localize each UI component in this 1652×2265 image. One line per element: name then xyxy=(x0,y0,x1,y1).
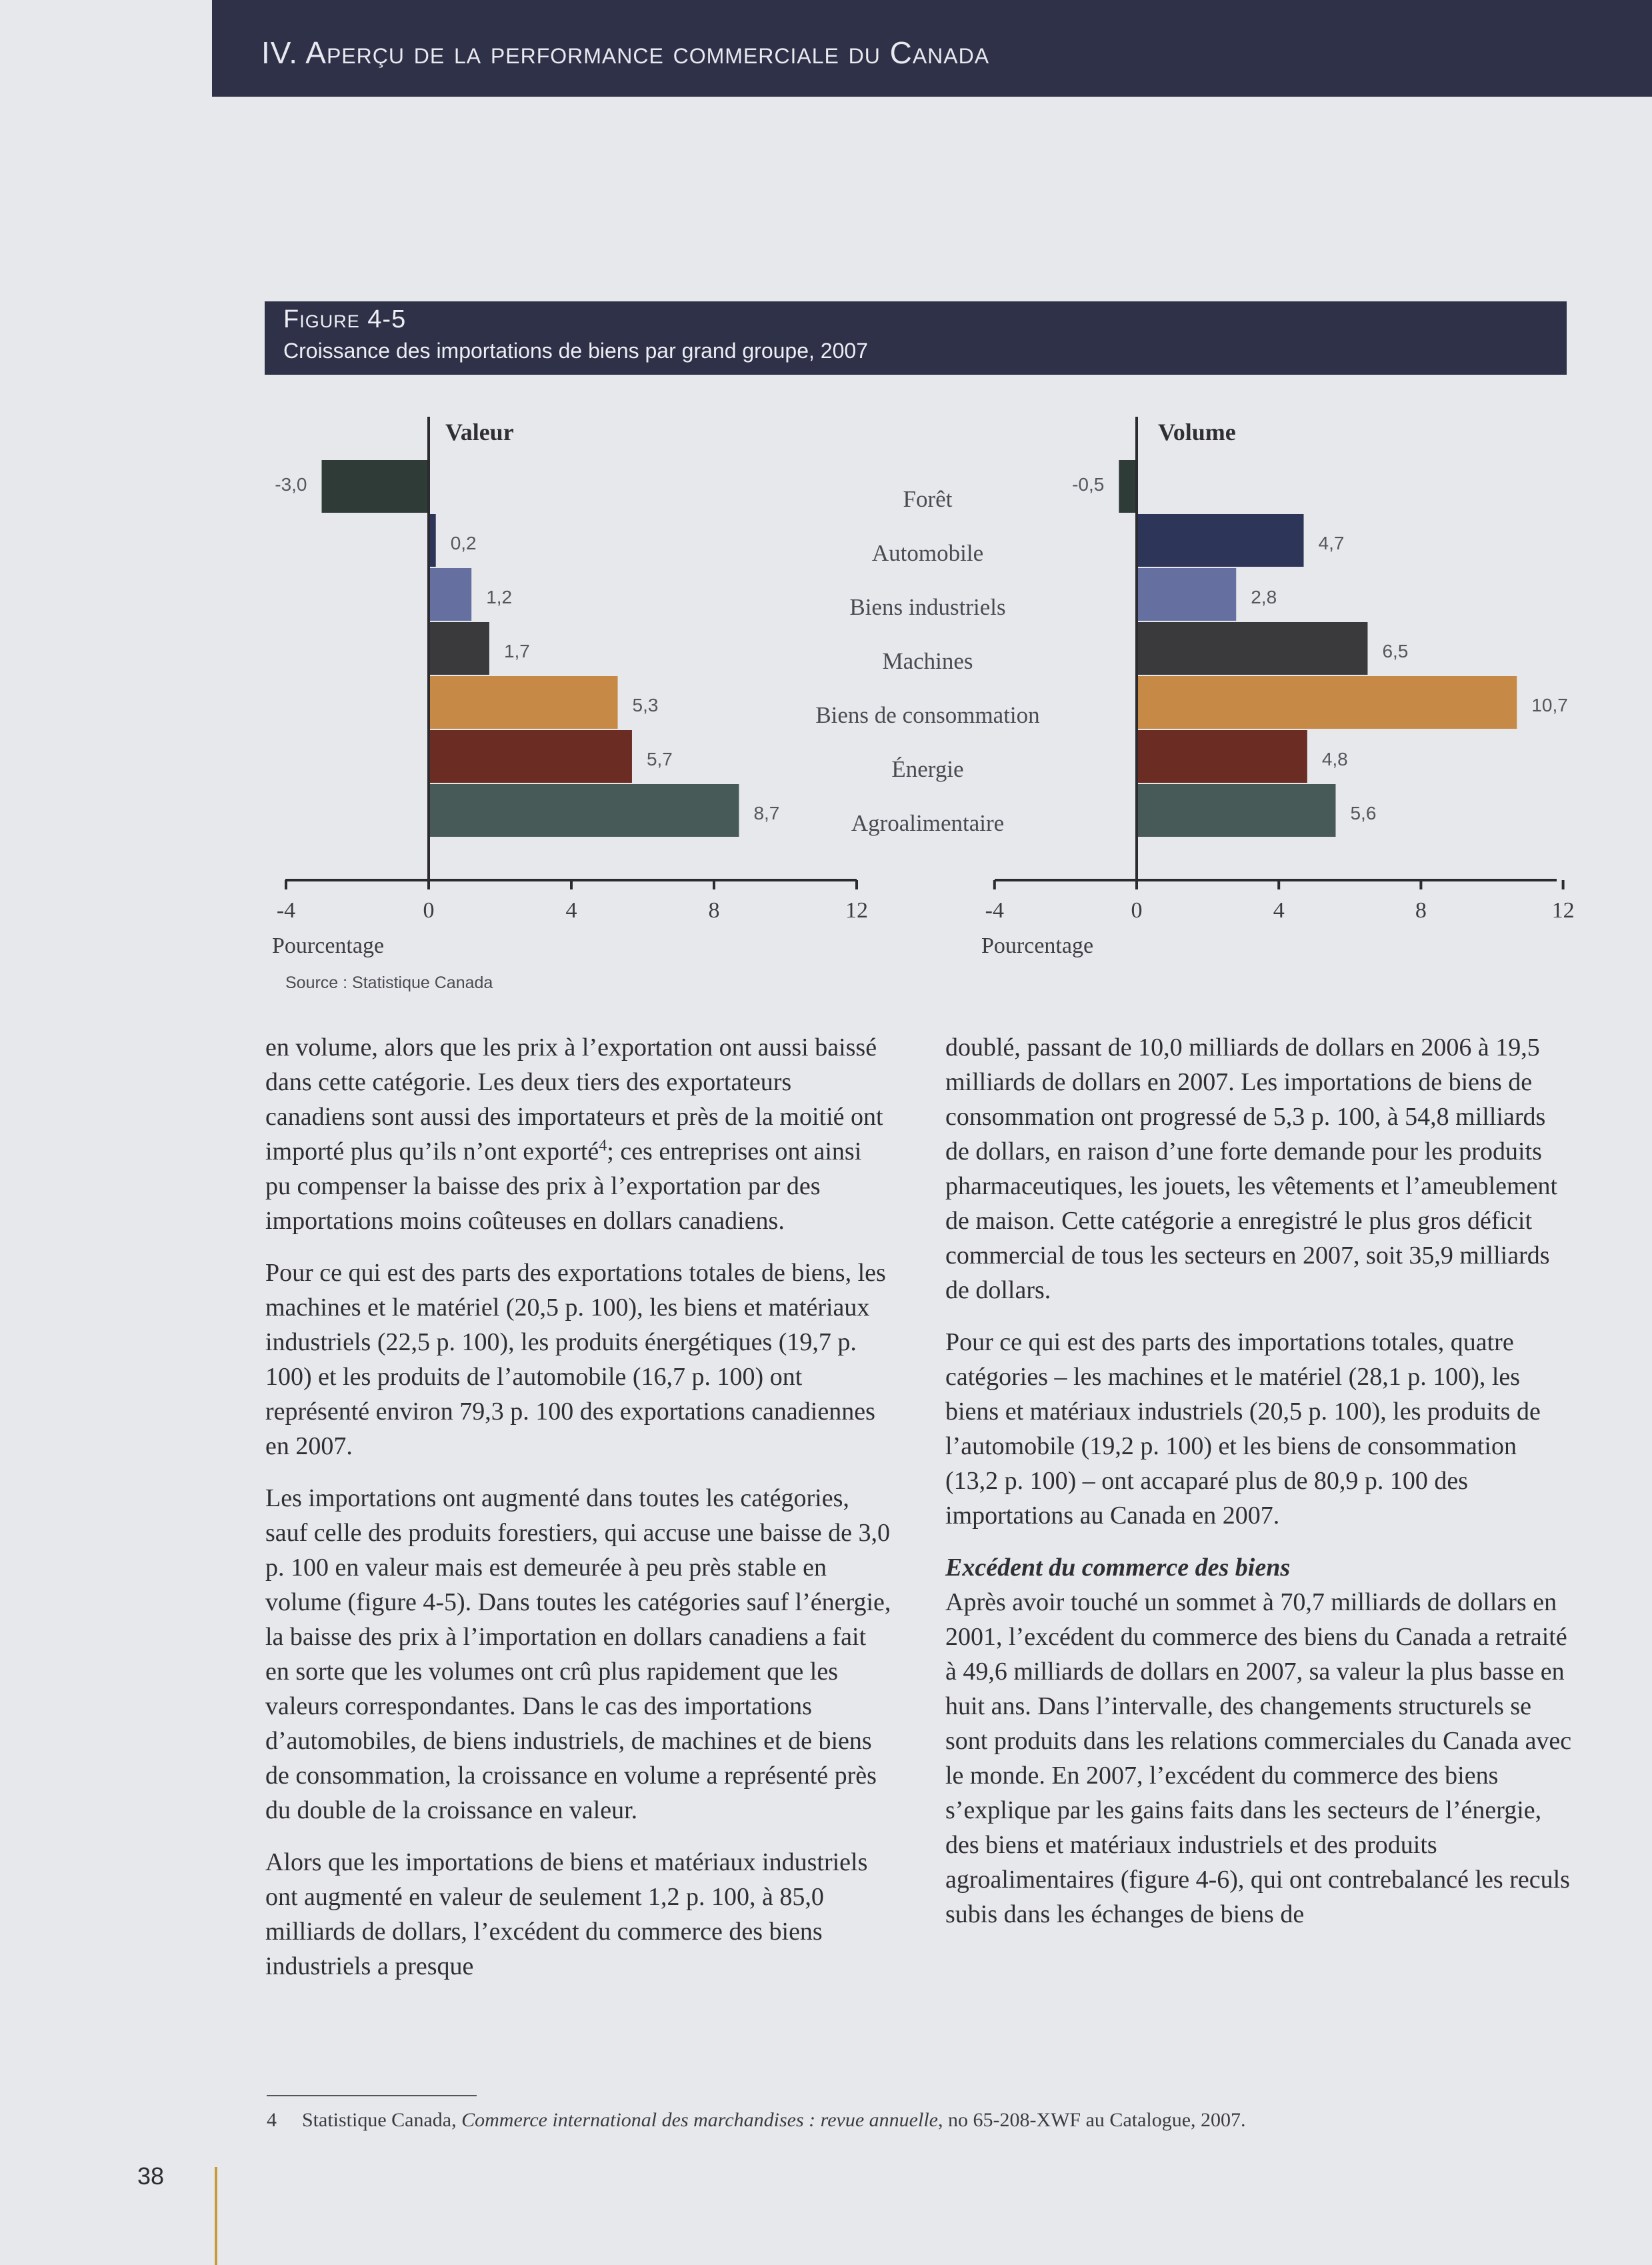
footnote-ref: 4 xyxy=(599,1137,607,1155)
body-column-left xyxy=(265,1030,892,2001)
category-label: Agroalimentaire xyxy=(851,810,1005,836)
footnote: 4 Statistique Canada, Commerce international des marchandises : revue annuelle, no 65-208-XWF au Catalogue, 2007. xyxy=(267,2109,1246,2131)
panel-title: Volume xyxy=(1158,419,1236,445)
value-label: 8,7 xyxy=(753,803,780,823)
x-axis-label: Pourcentage xyxy=(981,933,1094,958)
x-tick-label: 4 xyxy=(1273,898,1285,923)
x-tick-label: 12 xyxy=(1551,898,1575,923)
paragraph: Après avoir touché un sommet à 70,7 milliards de dollars en 2001, l’excédent du commerce des biens du Canada a retraité à 49,6 milliards de dollars en 2007, sa valeur la plus basse en huit ans. Dans l’intervalle, des changements structurels se sont produits dans les relations commerciales du Canada avec le monde. En 2007, l’excédent du commerce des biens s’explique par les gains faits dans les secteurs de l’énergie, des biens et matériaux industriels et des produits agroalimentaires (figure 4-6), qui ont contrebalancé les reculs subis dans les échanges de biens de xyxy=(945,1588,1572,1928)
bar xyxy=(429,568,471,621)
bar xyxy=(429,784,739,837)
value-label: 1,2 xyxy=(486,587,513,607)
bar xyxy=(1137,622,1367,675)
category-label: Machines xyxy=(882,648,973,674)
value-label: 5,6 xyxy=(1350,803,1377,823)
panel-title: Valeur xyxy=(445,419,514,445)
bar xyxy=(429,730,632,783)
value-label: 6,5 xyxy=(1382,641,1409,661)
page-divider xyxy=(215,2167,217,2265)
paragraph: Les importations ont augmenté dans toutes les catégories, sauf celle des produits forestiers, qui accuse une baisse de 3,0 p. 100 en valeur mais est demeurée à peu près stable en volume (figure 4-5). Dans toutes les catégories sauf l’énergie, la baisse des prix à l’importation en dollars canadiens a fait en sorte que les volumes ont crû plus rapidement que les valeurs correspondantes. Dans le cas des importations d’automobiles, de biens industriels, de machines et de biens de consommation, la croissance en volume a représenté près du double de la croissance en valeur. xyxy=(265,1484,891,1824)
value-label: 5,3 xyxy=(632,695,659,715)
section-title: IV. Aperçu de la performance commerciale du Canada xyxy=(261,35,990,70)
x-tick-label: 8 xyxy=(708,898,720,923)
x-tick-label: 8 xyxy=(1415,898,1427,923)
value-label: -0,5 xyxy=(1072,474,1105,495)
source-note: Source : Statistique Canada xyxy=(285,973,493,992)
bar xyxy=(1137,676,1517,729)
x-tick-label: -4 xyxy=(985,898,1004,923)
paragraph: doublé, passant de 10,0 milliards de dollars en 2006 à 19,5 milliards de dollars en 2007. Les importations de biens de consommation ont progressé de 5,3 p. 100, à 54,8 milliards de dollars, en raison d’une forte demande pour les produits pharmaceutiques, les jouets, les vêtements et l’ameublement de maison. Cette catégorie a enregistré le plus gros déficit commercial de tous les secteurs en 2007, soit 35,9 milliards de dollars. xyxy=(945,1033,1558,1304)
bar xyxy=(429,676,618,729)
x-axis-label: Pourcentage xyxy=(272,933,385,958)
body-column-right xyxy=(945,1030,1572,1949)
footnote-divider xyxy=(267,2095,477,2096)
x-tick-label: -4 xyxy=(276,898,296,923)
paragraph: en volume, alors que les prix à l’exportation ont aussi baissé dans cette catégorie. Les deux tiers des exportateurs canadiens sont aussi des importateurs et près de la moitié ont importé plus qu’ils n’ont exporté$^4$; ces entreprises ont ainsi pu compenser la baisse des prix à l’exportation par des importations moins coûteuses en dollars canadiens. xyxy=(265,1033,883,1235)
figure-label: Figure 4-5 xyxy=(283,305,407,333)
value-label: 4,7 xyxy=(1318,533,1345,553)
category-label: Biens de consommation xyxy=(815,702,1040,728)
category-label: Forêt xyxy=(903,486,953,512)
x-tick-label: 0 xyxy=(423,898,435,923)
value-label: 1,7 xyxy=(503,641,530,661)
x-tick-label: 12 xyxy=(845,898,868,923)
page-number: 38 xyxy=(137,2162,165,2190)
value-label: 0,2 xyxy=(450,533,477,553)
value-label: 4,8 xyxy=(1321,749,1348,769)
category-label: Biens industriels xyxy=(849,594,1006,620)
paragraph: Pour ce qui est des parts des exportations totales de biens, les machines et le matériel (20,5 p. 100), les biens et matériaux industriels (22,5 p. 100), les produits énergétiques (19,7 p. 100) et les produits de l’automobile (16,7 p. 100) ont représenté environ 79,3 p. 100 des exportations canadiennes en 2007. xyxy=(265,1259,886,1460)
bar xyxy=(429,622,489,675)
bar xyxy=(1137,568,1236,621)
value-label: 5,7 xyxy=(646,749,673,769)
section-heading: Excédent du commerce des biens xyxy=(945,1554,1291,1582)
bar xyxy=(1137,784,1335,837)
value-label: -3,0 xyxy=(275,474,307,495)
bar xyxy=(1137,514,1304,567)
paragraph: Pour ce qui est des parts des importations totales, quatre catégories – les machines et le matériel (28,1 p. 100), les biens et matériaux industriels (20,5 p. 100), les produits de l’automobile (19,2 p. 100) et les biens de consommation (13,2 p. 100) – ont accaparé plus de 80,9 p. 100 des importations au Canada en 2007. xyxy=(945,1328,1541,1530)
bar xyxy=(1137,730,1307,783)
category-label: Automobile xyxy=(871,540,984,566)
x-tick-label: 0 xyxy=(1131,898,1143,923)
x-tick-label: 4 xyxy=(565,898,577,923)
bar xyxy=(322,460,429,513)
value-label: 10,7 xyxy=(1531,695,1568,715)
category-label: Énergie xyxy=(891,756,964,782)
bar xyxy=(1119,460,1137,513)
bar-charts xyxy=(0,0,1652,973)
figure-caption: Croissance des importations de biens par grand groupe, 2007 xyxy=(283,339,868,363)
paragraph: Alors que les importations de biens et matériaux industriels ont augmenté en valeur de seulement 1,2 p. 100, à 85,0 milliards de dollars, l’excédent du commerce des biens industriels a presque xyxy=(265,1848,868,1980)
value-label: 2,8 xyxy=(1251,587,1277,607)
